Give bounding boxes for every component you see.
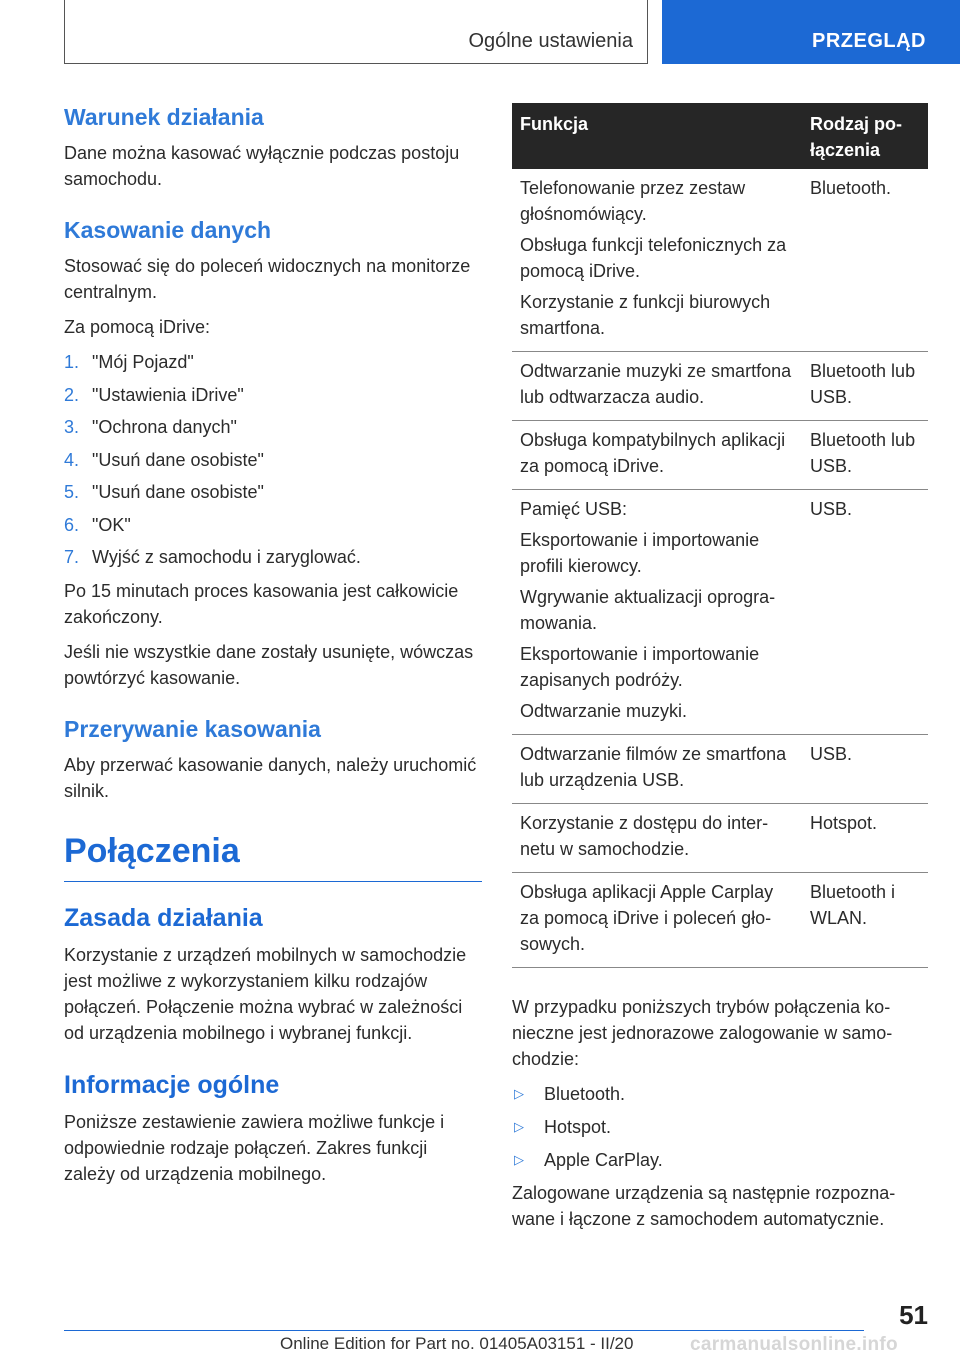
heading-kasowanie: Kasowanie danych	[64, 217, 272, 243]
paragraph-przerywanie: Aby przerwać kasowanie danych, należy uruchomić silnik.	[64, 755, 477, 801]
right-column	[512, 103, 928, 1241]
function-cell: Odtwarzanie filmów ze smartfona lub urządzenia USB.	[512, 735, 802, 804]
functions-table	[512, 103, 928, 968]
paragraph-kasowanie: Stosować się do poleceń widocznych na monitorze centralnym.	[64, 256, 471, 302]
step-text: "Usuń dane osobiste"	[92, 449, 264, 470]
table-row	[512, 421, 928, 490]
login-modes-list	[512, 1081, 928, 1173]
table-row	[512, 169, 928, 352]
heading-przerywanie: Przerywanie kasowania	[64, 716, 321, 742]
table-header-row	[512, 103, 928, 169]
column-header-rodzaj: Rodzaj połączenia	[802, 103, 928, 169]
list-item	[64, 512, 482, 538]
function-text: Obsługa funkcji telefonicznych za pomocą iDrive.	[520, 235, 787, 281]
list-item	[64, 479, 482, 505]
step-text: "Ustawienia iDrive"	[92, 384, 244, 405]
login-section	[512, 994, 928, 1232]
step-number: 7.	[64, 547, 80, 567]
paragraph-informacje: Poniższe zestawienie zawiera możliwe funkcje i odpowiednie rodzaje połączeń. Zakres funkcji zależy od urządzenia mobilnego.	[64, 1112, 445, 1184]
chapter-tab-label: PRZEGLĄD	[812, 30, 926, 52]
function-cell: Korzystanie z dostępu do internetu w samochodzie.	[512, 804, 802, 873]
chapter-heading-polaczenia: Połączenia	[64, 832, 240, 870]
function-text: Pamięć USB:	[520, 499, 628, 519]
paragraph-after: Zalogowane urządzenia są następnie rozpoznawane i łączone z samochodem automatycznie.	[512, 1183, 896, 1229]
footer-edition: Online Edition for Part no. 01405A03151 - II/20	[280, 1334, 634, 1353]
page-number: 51	[899, 1300, 928, 1330]
paragraph-login: W przypadku poniższych trybów połączenia konieczne jest jednorazowe zalogowanie w samochodzie:	[512, 997, 893, 1069]
bullet-text: Apple CarPlay.	[544, 1150, 663, 1170]
heading-warunek: Warunek działania	[64, 104, 264, 130]
steps-list	[64, 349, 482, 570]
function-text: Korzystanie z funkcji biurowych smartfona.	[520, 292, 771, 338]
left-column	[64, 100, 482, 1196]
step-number: 3.	[64, 417, 80, 437]
connection-type-cell: USB.	[802, 490, 928, 735]
function-cell: Odtwarzanie muzyki ze smartfona lub odtwarzacza audio.	[512, 352, 802, 421]
step-text: "Mój Pojazd"	[92, 352, 194, 372]
table-row	[512, 804, 928, 873]
function-text: Wgrywanie aktualizacji oprogramowania.	[520, 587, 776, 633]
function-text: Telefonowanie przez zestaw głośnomówiący.	[520, 178, 746, 224]
step-text: "Usuń dane osobiste"	[92, 482, 264, 502]
list-item	[64, 447, 482, 473]
function-text: Odtwarzanie muzyki.	[520, 701, 688, 721]
list-item	[64, 349, 482, 375]
function-text: Eksportowanie i importowanie zapisanych podróży.	[520, 644, 760, 690]
list-item	[64, 382, 482, 408]
footer-divider	[64, 1330, 864, 1331]
connection-type-cell: Bluetooth i WLAN.	[802, 873, 928, 968]
step-number: 2.	[64, 384, 80, 405]
triangle-bullet-icon: ▷	[514, 1086, 524, 1101]
table-row	[512, 352, 928, 421]
bullet-text: Bluetooth.	[544, 1084, 626, 1104]
function-text: Eksportowanie i importowanie profili kierowcy.	[520, 530, 760, 576]
step-number: 6.	[64, 514, 80, 535]
heading-zasada: Zasada działania	[64, 904, 263, 932]
triangle-bullet-icon: ▷	[514, 1152, 524, 1167]
heading-informacje: Informacje ogólne	[64, 1071, 280, 1099]
table-row	[512, 873, 928, 968]
connection-type-cell: Hotspot.	[802, 804, 928, 873]
chapter-tab[interactable]	[662, 0, 960, 64]
section-title: Ogólne ustawienia	[468, 30, 633, 52]
table-row	[512, 490, 928, 735]
list-item	[512, 1147, 928, 1173]
bullet-text: Hotspot.	[544, 1117, 612, 1137]
connection-type-cell: Bluetooth lub USB.	[802, 421, 928, 490]
list-item	[512, 1081, 928, 1107]
watermark: carmanualsonline.info	[690, 1334, 898, 1355]
connection-type-cell: Bluetooth lub USB.	[802, 352, 928, 421]
step-number: 5.	[64, 482, 80, 502]
list-item	[512, 1114, 928, 1140]
function-cell: Obsługa aplikacji Apple Carplay za pomocą iDrive i poleceń głosowych.	[512, 873, 802, 968]
step-number: 4.	[64, 449, 80, 470]
connection-type-cell: Bluetooth.	[802, 169, 928, 352]
paragraph-idrive: Za pomocą iDrive:	[64, 317, 211, 337]
step-number: 1.	[64, 352, 80, 372]
triangle-bullet-icon: ▷	[514, 1119, 524, 1134]
paragraph-15min: Po 15 minutach proces kasowania jest całkowicie zakończony.	[64, 581, 459, 627]
connection-type-cell: USB.	[802, 735, 928, 804]
step-text: "OK"	[92, 514, 131, 535]
table-row	[512, 735, 928, 804]
list-item	[64, 544, 482, 570]
step-text: Wyjść z samochodu i zaryglować.	[92, 547, 361, 567]
header-section-box	[64, 0, 648, 64]
paragraph-warunek: Dane można kasować wyłącznie podczas postoju samochodu.	[64, 143, 460, 189]
function-cell	[512, 169, 802, 352]
paragraph-zasada: Korzystanie z urządzeń mobilnych w samochodzie jest możliwe z wykorzystaniem kilku rodzajów połączeń. Połączenie można wybrać w zależności od urządzenia mobilnego i wybranej funkcji.	[64, 945, 467, 1043]
chapter-heading-wrap	[64, 813, 482, 882]
step-text: "Ochrona danych"	[92, 417, 237, 437]
function-cell	[512, 490, 802, 735]
column-header-funkcja: Funkcja	[512, 103, 802, 169]
paragraph-jesli: Jeśli nie wszystkie dane zostały usunięte, wówczas powtórzyć kasowanie.	[64, 642, 474, 688]
list-item	[64, 414, 482, 440]
function-cell: Obsługa kompatybilnych aplikacji za pomocą iDrive.	[512, 421, 802, 490]
